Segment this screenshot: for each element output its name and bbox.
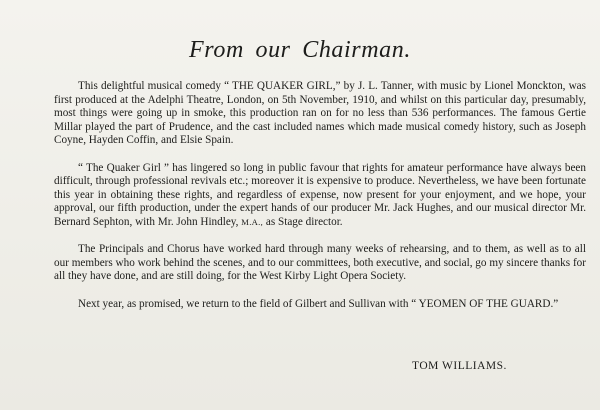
paragraph-production-lead: “ The Quaker Girl ” has lingered so long in public favour that rights for amateur performance have always been difficult, through professional revivals etc.; moreover it is expensive to produce. Nevertheless, we have been fortunate this year in obtaining these rights, and regardless of expense, now present for your enjoyment, and we hope, your approval, our fifth production, under the expert hands of our producer Mr. Jack Hughes, and our musical director Mr. Bernard Sephton, with Mr. John Hindley,: [54, 161, 586, 228]
signature: TOM WILLIAMS.: [412, 360, 507, 372]
degree-abbreviation: M.A.,: [241, 216, 264, 227]
paragraph-next-year: Next year, as promised, we return to the field of Gilbert and Sullivan with “ YEOMEN OF THE GUARD.”: [78, 297, 559, 310]
page-title: From our Chairman.: [189, 37, 411, 63]
paragraph-production: [54, 162, 586, 230]
letter-body: [54, 80, 586, 325]
paragraph-thanks: The Principals and Chorus have worked hard through many weeks of rehearsing, and to them, as well as to all our members who work behind the scenes, and to our committees, both executive, and social, go my sincere thanks for all they have done, and are still doing, for the West Kirby Light Opera Society.: [54, 243, 586, 283]
paragraph-production-tail: as Stage director.: [263, 215, 343, 228]
paragraph-history: This delightful musical comedy “ THE QUAKER GIRL,” by J. L. Tanner, with music by Lionel Monckton, was first produced at the Adelphi Theatre, London, on 5th November, 1910, and whilst on this particular day, presumably, most things were going up in smoke, this production ran on for no less than 536 performances. The famous Gertie Millar played the part of Prudence, and the cast included names which made musical comedy history, such as Joseph Coyne, Hayden Coffin, and Elsie Spain.: [54, 80, 586, 147]
